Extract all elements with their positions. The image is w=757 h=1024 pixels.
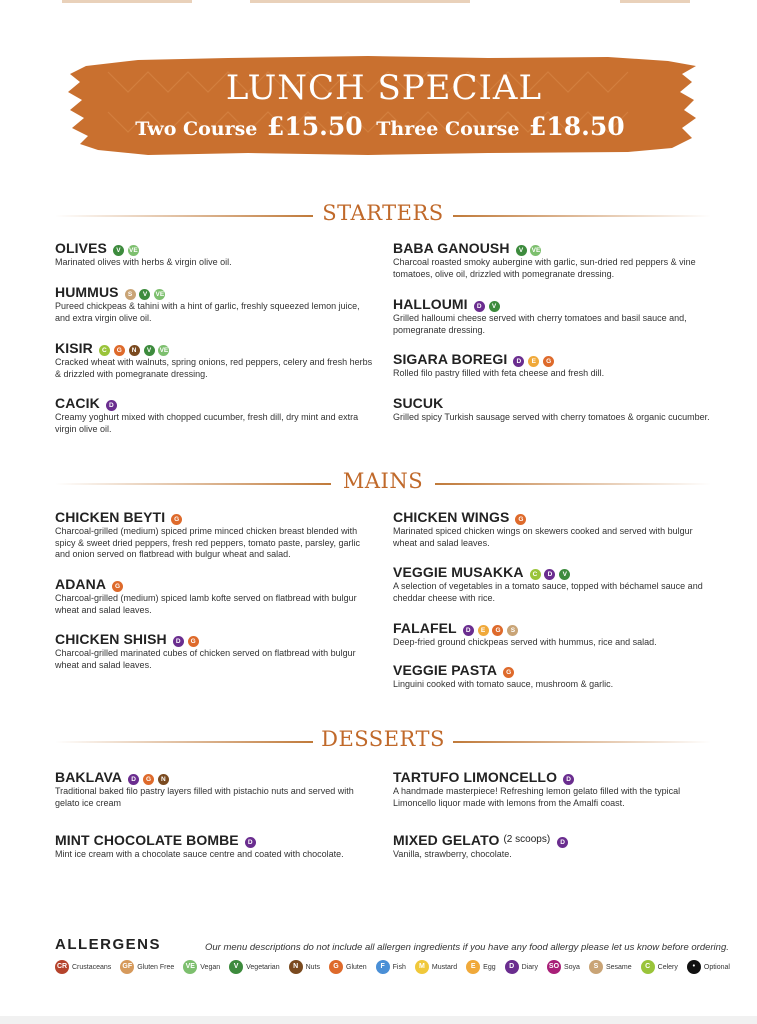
menu-item (55, 339, 377, 380)
legend-label: Soya (563, 963, 580, 971)
allergen-badge-s: S (125, 289, 136, 300)
item-name: VEGGIE MUSAKKA (393, 563, 524, 580)
legend-label: Vegan (200, 963, 221, 971)
allergen-badge-c: C (99, 345, 110, 356)
item-name-suffix: (2 scoops) (503, 834, 551, 845)
allergen-icon: CR (55, 960, 69, 974)
two-course-label: Two Course (135, 118, 258, 140)
legend-item (183, 960, 220, 974)
legend-label: Egg (483, 963, 496, 971)
legend-label: Gluten (346, 963, 367, 971)
legend-label: Nuts (305, 963, 321, 971)
menu-item (55, 575, 377, 616)
item-description: Traditional baked filo pastry layers filled with pistachio nuts and served with gelato ice cream (55, 786, 354, 808)
allergen-badge-ve: VE (531, 247, 541, 254)
allergen-icon: M (415, 960, 429, 974)
legend-item (229, 960, 279, 974)
item-description: Charcoal roasted smoky aubergine with garlic, sun-dried red peppers & vine tomatoes, olive oil, drizzled with pomegranate dressing. (393, 257, 696, 279)
allergen-icon: F (376, 960, 390, 974)
allergen-badge-g: G (492, 625, 503, 636)
menu-item (393, 831, 715, 861)
legend-item (376, 960, 406, 974)
allergen-icon: G (329, 960, 343, 974)
menu-item (55, 394, 377, 435)
allergen-badge-d: D (463, 625, 474, 636)
item-name: CHICKEN WINGS (393, 508, 510, 525)
allergen-badge-e: E (478, 625, 489, 636)
item-name: CHICKEN BEYTI (55, 508, 166, 525)
allergen-badge-d: D (474, 301, 485, 312)
legend-label: Optional (703, 963, 730, 971)
section-title: DESSERTS (321, 727, 445, 751)
legend-label: Fish (392, 963, 406, 971)
item-name: BABA GANOUSH (393, 239, 510, 256)
item-description: Marinated spiced chicken wings on skewers cooked and served with bulgur wheat and salad leaves. (393, 526, 693, 548)
allergen-icon: GF (120, 960, 134, 974)
banner-title: LUNCH SPECIAL (225, 68, 543, 108)
allergen-badge-v: V (559, 569, 570, 580)
allergen-badge-d: D (513, 356, 524, 367)
legend-item (687, 960, 730, 974)
allergen-badge-g: G (171, 514, 182, 525)
legend-label: Crustaceans (72, 963, 112, 971)
allergen-badge-g: G (143, 774, 154, 785)
divider-line (453, 741, 711, 743)
allergen-icon: N (289, 960, 303, 974)
legend-item (415, 960, 457, 974)
item-name: ADANA (55, 575, 107, 592)
item-description: Linguini cooked with tomato sauce, mushroom & garlic. (393, 679, 614, 689)
menu-item (55, 508, 377, 561)
legend-label: Sesame (605, 963, 632, 971)
menu-item (55, 630, 377, 671)
allergen-icon: C (641, 960, 655, 974)
item-name: FALAFEL (393, 619, 457, 636)
allergens-title: ALLERGENS (55, 936, 162, 953)
item-description: Mint ice cream with a chocolate sauce centre and coated with chocolate. (55, 849, 344, 859)
item-description: Rolled filo pastry filled with feta cheese and fresh dill. (393, 368, 605, 378)
item-description: Deep-fried ground chickpeas served with hummus, rice and salad. (393, 637, 657, 647)
allergen-badge-d: D (557, 837, 568, 848)
menu-item (393, 768, 715, 809)
item-description: Pureed chickpeas & tahini with a hint of garlic, freshly squeezed lemon juice, and extra virgin olive oil. (55, 301, 360, 323)
item-name: TARTUFO LIMONCELLO (393, 768, 558, 785)
item-name: SUCUK (393, 394, 444, 411)
item-name: SIGARA BOREGI (393, 350, 508, 367)
menu-item (393, 661, 715, 691)
item-name: MINT CHOCOLATE BOMBE (55, 831, 239, 848)
allergen-icon: VE (183, 960, 197, 974)
legend-label: Diary (521, 963, 538, 971)
item-description: A selection of vegetables in a tomato sauce, topped with béchamel sauce and cheddar cheese with rice. (393, 581, 703, 603)
allergen-badge-g: G (515, 514, 526, 525)
section-heading-desserts (55, 727, 711, 757)
allergen-badge-g: G (543, 356, 554, 367)
allergen-icon: D (505, 960, 519, 974)
item-description: Creamy yoghurt mixed with chopped cucumber, fresh dill, dry mint and extra virgin olive oil. (55, 412, 359, 434)
menu-item (393, 350, 715, 380)
item-description: Charcoal-grilled (medium) spiced prime minced chicken breast blended with spicy & sweet dried peppers, fresh red peppers, tomato paste, parsley, garlic and onion served on flatbread with bulgur wheat and salad. (55, 526, 360, 559)
allergen-badge-d: D (245, 837, 256, 848)
bottom-edge (0, 1016, 757, 1024)
item-name: HALLOUMI (393, 295, 468, 312)
allergen-badge-d: D (128, 774, 139, 785)
item-description: Charcoal-grilled marinated cubes of chicken served on flatbread with bulgur wheat and salad leaves. (55, 648, 356, 670)
menu-item (393, 394, 715, 424)
allergen-badge-c: C (530, 569, 541, 580)
allergen-badge-n: N (129, 345, 140, 356)
allergen-badge-v: V (489, 301, 500, 312)
legend-item (589, 960, 632, 974)
allergen-icon: E (466, 960, 480, 974)
item-name: BAKLAVA (55, 768, 123, 785)
allergen-badge-d: D (544, 569, 555, 580)
allergen-badge-v: V (139, 289, 150, 300)
menu-item (393, 563, 715, 604)
legend-item (547, 960, 580, 974)
allergen-badge-ve: VE (155, 291, 165, 298)
item-name: HUMMUS (55, 283, 119, 300)
item-name: OLIVES (55, 239, 107, 256)
allergen-badge-ve: VE (159, 347, 169, 354)
allergen-badge-ve: VE (129, 247, 138, 254)
item-description: Marinated olives with herbs & virgin olive oil. (55, 257, 232, 267)
menu-item (393, 619, 715, 649)
lunch-special-banner (68, 52, 700, 160)
allergen-badge-v: V (144, 345, 155, 356)
menu-item (393, 295, 715, 336)
allergen-badge-v: V (516, 245, 527, 256)
section-heading-starters (55, 201, 711, 231)
legend-item (55, 960, 111, 974)
item-description: Cracked wheat with walnuts, spring onions, red peppers, celery and fresh herbs & drizzled with pomegranate dressing. (55, 357, 373, 379)
legend-label: Gluten Free (137, 963, 175, 971)
legend-item (466, 960, 495, 974)
legend-item (505, 960, 538, 974)
divider-line (435, 483, 711, 485)
item-name: CHICKEN SHISH (55, 630, 167, 647)
allergen-badge-g: G (188, 636, 199, 647)
item-name: KISIR (55, 339, 93, 356)
legend-label: Celery (657, 963, 678, 971)
allergen-badge-g: G (503, 667, 514, 678)
menu-item (55, 239, 377, 269)
legend-item (289, 960, 320, 974)
allergen-badge-s: S (507, 625, 518, 636)
item-description: Grilled spicy Turkish sausage served with cherry tomatoes & organic cucumber. (393, 412, 710, 422)
legend-label: Vegetarian (246, 963, 280, 971)
allergen-icon: V (229, 960, 243, 974)
section-heading-mains (55, 469, 711, 499)
allergen-badge-g: G (112, 581, 123, 592)
allergen-badge-g: G (114, 345, 125, 356)
menu-item (55, 283, 377, 324)
allergen-note: Our menu descriptions do not include all allergen ingredients if you have any food allergy please let us know before ordering. (205, 942, 729, 953)
allergen-legend (55, 960, 735, 974)
legend-label: Mustard (431, 963, 458, 971)
allergen-icon: S (589, 960, 603, 974)
menu-item (55, 831, 377, 861)
allergen-badge-d: D (173, 636, 184, 647)
item-name: MIXED GELATO (393, 831, 500, 848)
banner-prices (68, 112, 700, 141)
allergen-icon: • (687, 960, 701, 974)
menu-item (393, 239, 715, 280)
menu-item (55, 768, 377, 809)
item-name: VEGGIE PASTA (393, 661, 498, 678)
item-description: A handmade masterpiece! Refreshing lemon gelato filled with the typical Limoncello liquor made with lemons from the Amalfi coast. (393, 786, 681, 808)
two-course-price: £15.50 (266, 112, 363, 141)
item-description: Charcoal-grilled (medium) spiced lamb kofte served on flatbread with bulgur wheat and salad leaves. (55, 593, 357, 615)
item-name: CACIK (55, 394, 100, 411)
allergen-icon: SO (547, 960, 561, 974)
top-edge (0, 0, 757, 6)
section-title: MAINS (342, 469, 424, 493)
allergen-badge-v: V (113, 245, 124, 256)
divider-line (453, 215, 711, 217)
allergen-badge-d: D (106, 400, 117, 411)
allergen-badge-e: E (528, 356, 539, 367)
legend-item (329, 960, 367, 974)
legend-item (120, 960, 174, 974)
item-description: Vanilla, strawberry, chocolate. (393, 849, 512, 859)
three-course-label: Three Course (376, 118, 520, 140)
legend-item (641, 960, 678, 974)
section-title: STARTERS (322, 201, 444, 225)
allergen-badge-n: N (158, 774, 169, 785)
allergen-badge-d: D (563, 774, 574, 785)
item-description: Grilled halloumi cheese served with cherry tomatoes and basil sauce and, pomegranate dressing. (393, 313, 687, 335)
three-course-price: £18.50 (529, 112, 625, 141)
menu-item (393, 508, 715, 549)
